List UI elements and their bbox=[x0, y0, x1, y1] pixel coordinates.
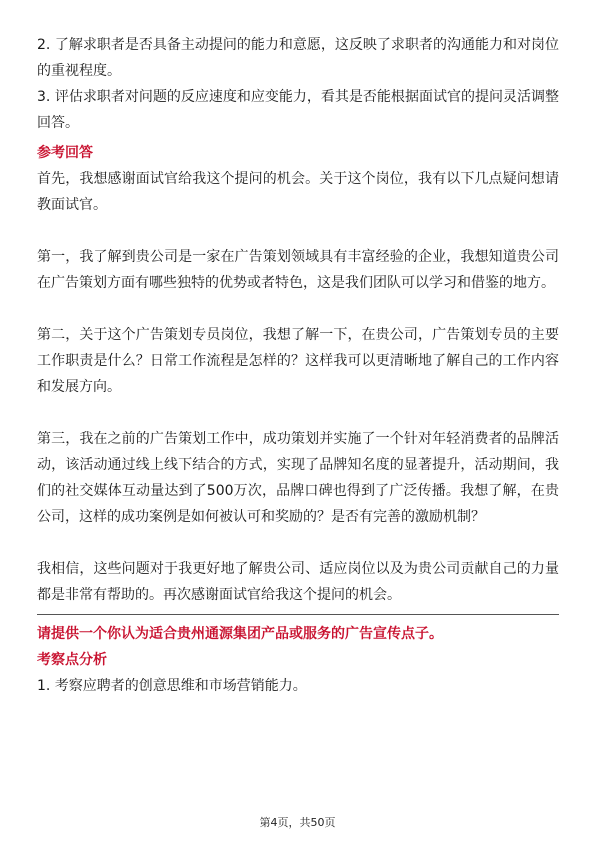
page-content bbox=[37, 32, 559, 699]
page-footer: 第4页，共50页 bbox=[259, 816, 336, 829]
answer-paragraph: 第二，关于这个广告策划专员岗位，我想了解一下，在贵公司，广告策划专员的主要工作职责是什么？日常工作流程是怎样的？这样我可以更清晰地了解自己的工作内容和发展方向。 bbox=[37, 327, 559, 395]
answer-paragraph: 第三，我在之前的广告策划工作中，成功策划并实施了一个针对年轻消费者的品牌活动，该活动通过线上线下结合的方式，实现了品牌知名度的显著提升，活动期间，我们的社交媒体互动量达到了500万次，品牌口碑也得到了广泛传播。我想了解，在贵公司，这样的成功案例是如何被认可和奖励的？是否有完善的激励机制？ bbox=[37, 431, 559, 525]
answer-paragraph: 首先，我想感谢面试官给我这个提问的机会。关于这个岗位，我有以下几点疑问想请教面试官。 bbox=[37, 171, 559, 213]
paragraph-gap bbox=[37, 400, 559, 426]
section-heading-analysis: 考察点分析 bbox=[37, 652, 107, 668]
answer-paragraph: 第一，我了解到贵公司是一家在广告策划领域具有丰富经验的企业，我想知道贵公司在广告策划方面有哪些独特的优势或者特色，这是我们团队可以学习和借鉴的地方。 bbox=[37, 249, 559, 291]
list-item: 1. 考察应聘者的创意思维和市场营销能力。 bbox=[37, 678, 307, 694]
paragraph-gap bbox=[37, 218, 559, 244]
answer-paragraph: 我相信，这些问题对于我更好地了解贵公司、适应岗位以及为贵公司贡献自己的力量都是非常有帮助的。再次感谢面试官给我这个提问的机会。 bbox=[37, 561, 559, 603]
list-item: 3. 评估求职者对问题的反应速度和应变能力，看其是否能根据面试官的提问灵活调整回答。 bbox=[37, 89, 559, 131]
paragraph-gap bbox=[37, 530, 559, 556]
list-item: 2. 了解求职者是否具备主动提问的能力和意愿，这反映了求职者的沟通能力和对岗位的重视程度。 bbox=[37, 37, 559, 79]
paragraph-gap bbox=[37, 296, 559, 322]
section-heading-reference: 参考回答 bbox=[37, 145, 93, 161]
question-heading: 请提供一个你认为适合贵州通源集团产品或服务的广告宣传点子。 bbox=[37, 626, 443, 642]
section-divider bbox=[37, 614, 559, 615]
